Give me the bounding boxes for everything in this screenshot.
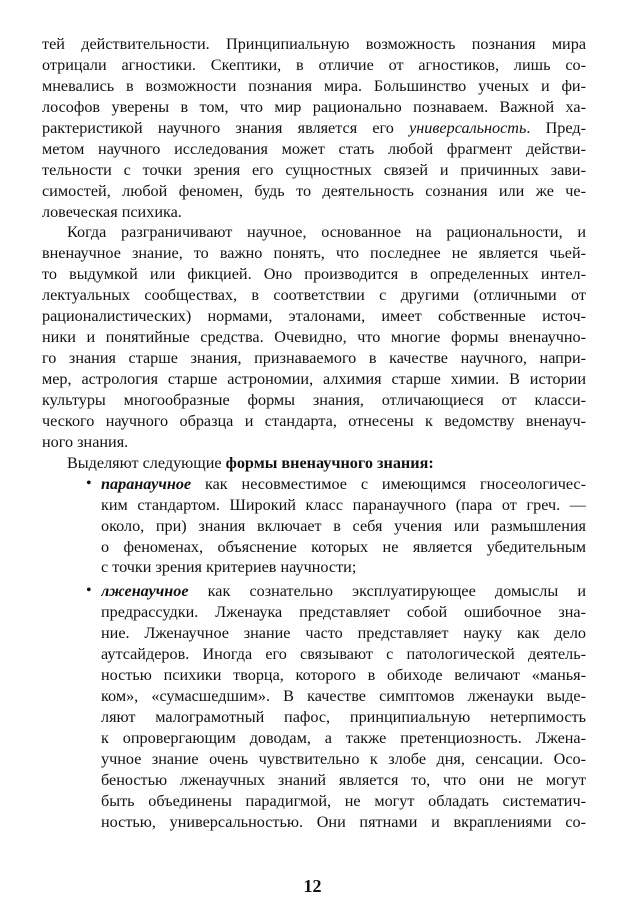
bullet-icon (86, 581, 92, 602)
text-line: ностью, универсальностью. Они пятнами и вкраплениями со- (101, 812, 586, 831)
text-line: учное знание очень чувствительно к злобе дня, сенсации. Осо- (101, 749, 586, 768)
text-line: вненаучное знание, то важно понять, что последнее не является чьей- (42, 244, 586, 263)
text-line: беностью лженаучных знаний является то, что они не могут (101, 770, 586, 789)
text-line: мневались в возможности познания мира. Большинство ученых и фи- (42, 76, 586, 95)
bullet-icon (86, 474, 92, 495)
list-item-term: паранаучное (101, 474, 192, 493)
text-line: лектуальных сообществах, в соответствии с другими (отличными от (42, 286, 586, 305)
text-line: Когда разграничивают научное, основанное на рациональности, и (67, 223, 586, 242)
text-line: то выдумкой или фикцией. Оно производится в определенных интел- (42, 265, 586, 284)
text-line (101, 581, 586, 602)
text-line: метом научного исследования может стать любой фрагмент действи- (42, 139, 586, 158)
text-line: о феноменах, объяснение которых не является убедительным (101, 537, 586, 556)
text-line: быть объединены парадигмой, не могут обладать систематич- (101, 791, 586, 810)
text-line: рационалистических) нормами, эталонами, имеет собственные источ- (42, 307, 586, 326)
text-line: ком», «сумасшедшим». В качестве симптомов лженауки выде- (101, 687, 586, 706)
forms-list (42, 474, 586, 833)
text-line: тей действительности. Принципиальную возможность познания мира (42, 35, 586, 53)
text-line: к опровергающим доводам, а также претенциозность. Лжена- (101, 728, 586, 747)
text-line (42, 118, 586, 139)
text-line: культуры многообразные формы знания, отличающиеся от класси- (42, 390, 586, 409)
text-line: аутсайдеров. Иногда его связывают с патологической деятель- (101, 645, 586, 664)
text-line: с точки зрения критериев научности; (101, 558, 357, 577)
text-run: рактеристикой научного знания является его (42, 118, 410, 137)
list-intro (42, 453, 586, 474)
text-line: отрицали агностики. Скептики, в отличие от агностиков, лишь со- (42, 55, 586, 74)
list-item-term: лженаучное (101, 582, 189, 601)
text-run: . Пред- (526, 118, 586, 137)
list-item-lzhenauchnoe (101, 581, 586, 832)
text-line: ловеческая психика. (42, 202, 182, 221)
paragraph-continuation (42, 34, 586, 222)
text-run: Выделяют следующие (67, 453, 226, 472)
text-line: ляют малограмотный пафос, принципиальную нетерпимость (101, 708, 586, 726)
text-line: ностью психики творца, которого в обиходе величают «манья- (101, 666, 586, 685)
text-line: тельности с точки зрения его сущностных связей и причинных зави- (42, 160, 586, 179)
text-line: ного знания. (42, 432, 129, 451)
text-line: мер, астрология старше астрономии, алхимия старше химии. В истории (42, 370, 586, 388)
text-line: го знания старше знания, признаваемого в качестве научного, напри- (42, 349, 586, 368)
page-body (42, 34, 586, 833)
text-run: как несовместимое с имеющимся гносеологичес- (191, 474, 586, 493)
italic-term-universality: универсальность (409, 118, 527, 137)
text-line (101, 474, 586, 495)
text-line: симостей, любой феномен, будь то деятельность сознания или же че- (42, 181, 586, 200)
text-line: предрассудки. Лженаука представляет собой ошибочное зна- (101, 603, 586, 622)
text-line: ким стандартом. Широкий класс паранаучного (пара от греч. — (101, 495, 586, 514)
text-line: ники и понятийные средства. Очевидно, что многие формы вненаучно- (42, 328, 586, 347)
list-item-paranauchnoe (101, 474, 586, 579)
page-number: 12 (303, 876, 322, 896)
bold-phrase-forms: формы вненаучного знания: (225, 453, 434, 472)
paragraph (42, 222, 586, 452)
text-run: как сознательно эксплуатирующее домыслы и (188, 582, 586, 601)
text-line: около, при) знания включает в себя учения или размышления (101, 516, 586, 535)
text-line (42, 453, 586, 474)
text-line: ние. Лженаучное знание часто представляет науку как дело (101, 624, 586, 643)
text-line: лософов уверены в том, что мир рационально познаваем. Важной ха- (42, 97, 586, 116)
text-line: ческого научного образца и стандарта, отнесены к ведомству вненауч- (42, 411, 586, 430)
